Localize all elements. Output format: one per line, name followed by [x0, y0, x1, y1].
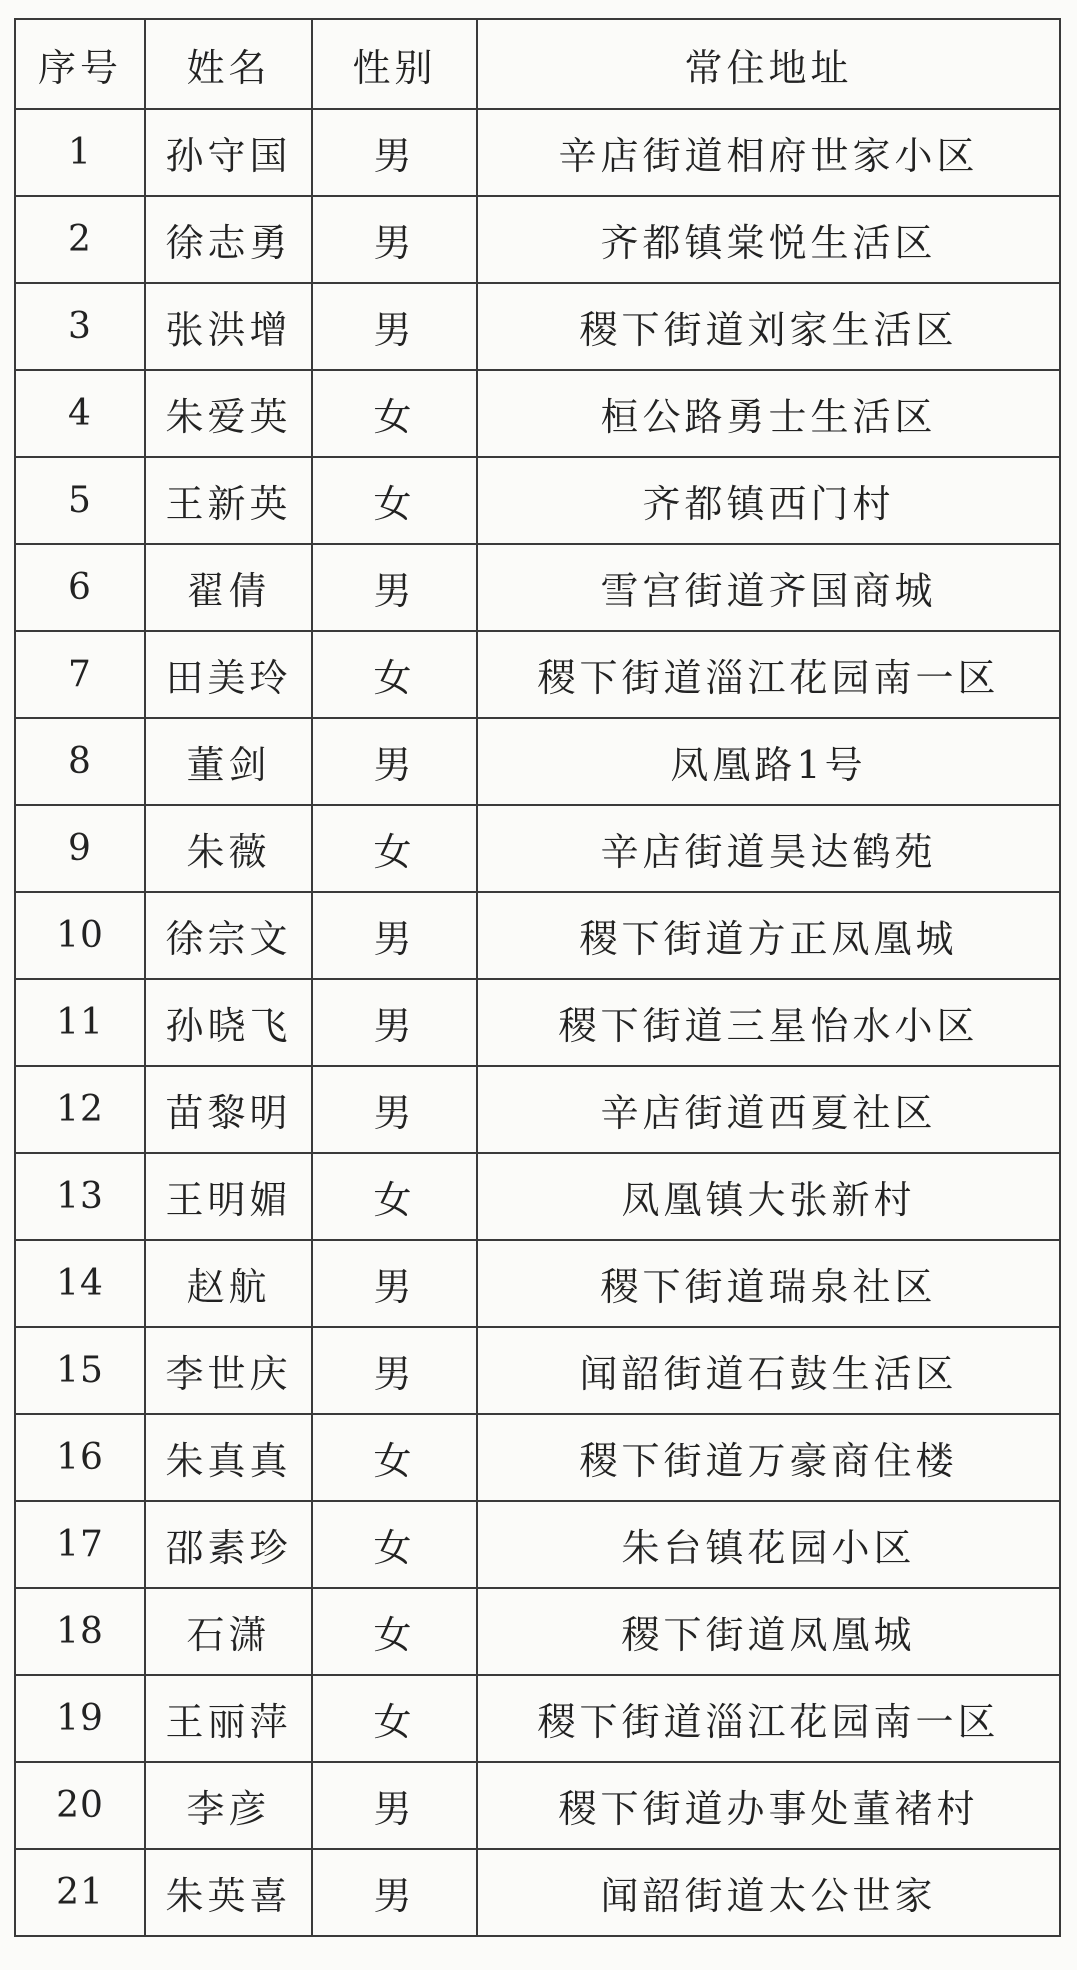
header-gender: 性别 — [312, 19, 477, 109]
cell-gender: 女 — [312, 1588, 477, 1675]
cell-address: 稷下街道刘家生活区 — [477, 283, 1060, 370]
cell-index: 14 — [15, 1240, 145, 1327]
roster-body — [15, 109, 1060, 1936]
cell-name: 王新英 — [145, 457, 312, 544]
cell-address: 稷下街道办事处董褚村 — [477, 1762, 1060, 1849]
table-row — [15, 544, 1060, 631]
table-row — [15, 370, 1060, 457]
table-row — [15, 196, 1060, 283]
table-row — [15, 1501, 1060, 1588]
cell-address: 稷下街道万豪商住楼 — [477, 1414, 1060, 1501]
cell-name: 李彦 — [145, 1762, 312, 1849]
cell-gender: 男 — [312, 1327, 477, 1414]
cell-address: 稷下街道方正凤凰城 — [477, 892, 1060, 979]
cell-address: 桓公路勇士生活区 — [477, 370, 1060, 457]
cell-name: 朱爱英 — [145, 370, 312, 457]
cell-gender: 男 — [312, 196, 477, 283]
table-row — [15, 109, 1060, 196]
table-row — [15, 1327, 1060, 1414]
cell-index: 16 — [15, 1414, 145, 1501]
table-row — [15, 718, 1060, 805]
cell-gender: 女 — [312, 1414, 477, 1501]
cell-name: 董剑 — [145, 718, 312, 805]
cell-address: 闻韶街道石鼓生活区 — [477, 1327, 1060, 1414]
cell-address: 辛店街道昊达鹤苑 — [477, 805, 1060, 892]
header-index: 序号 — [15, 19, 145, 109]
cell-name: 李世庆 — [145, 1327, 312, 1414]
table-row — [15, 1849, 1060, 1936]
cell-address: 稷下街道三星怡水小区 — [477, 979, 1060, 1066]
cell-name: 苗黎明 — [145, 1066, 312, 1153]
cell-address: 闻韶街道太公世家 — [477, 1849, 1060, 1936]
cell-gender: 女 — [312, 457, 477, 544]
cell-index: 20 — [15, 1762, 145, 1849]
table-row — [15, 1675, 1060, 1762]
cell-name: 王明媚 — [145, 1153, 312, 1240]
table-row — [15, 979, 1060, 1066]
cell-name: 孙守国 — [145, 109, 312, 196]
table-row — [15, 1153, 1060, 1240]
cell-gender: 女 — [312, 370, 477, 457]
cell-address: 稷下街道淄江花园南一区 — [477, 1675, 1060, 1762]
table-row — [15, 1762, 1060, 1849]
cell-gender: 男 — [312, 1240, 477, 1327]
header-row — [15, 19, 1060, 109]
cell-name: 石潇 — [145, 1588, 312, 1675]
cell-address: 稷下街道瑞泉社区 — [477, 1240, 1060, 1327]
table-row — [15, 892, 1060, 979]
cell-address: 凤凰镇大张新村 — [477, 1153, 1060, 1240]
cell-index: 11 — [15, 979, 145, 1066]
cell-name: 朱真真 — [145, 1414, 312, 1501]
header-address: 常住地址 — [477, 19, 1060, 109]
cell-name: 朱薇 — [145, 805, 312, 892]
cell-address: 凤凰路1号 — [477, 718, 1060, 805]
cell-index: 18 — [15, 1588, 145, 1675]
cell-gender: 女 — [312, 1675, 477, 1762]
cell-index: 19 — [15, 1675, 145, 1762]
cell-index: 4 — [15, 370, 145, 457]
cell-address: 稷下街道凤凰城 — [477, 1588, 1060, 1675]
cell-address: 辛店街道西夏社区 — [477, 1066, 1060, 1153]
cell-name: 张洪增 — [145, 283, 312, 370]
cell-gender: 女 — [312, 1153, 477, 1240]
cell-gender: 男 — [312, 979, 477, 1066]
cell-name: 邵素珍 — [145, 1501, 312, 1588]
table-row — [15, 631, 1060, 718]
cell-name: 赵航 — [145, 1240, 312, 1327]
cell-address: 齐都镇西门村 — [477, 457, 1060, 544]
cell-name: 翟倩 — [145, 544, 312, 631]
table-row — [15, 283, 1060, 370]
cell-index: 2 — [15, 196, 145, 283]
cell-gender: 女 — [312, 805, 477, 892]
cell-gender: 男 — [312, 283, 477, 370]
cell-name: 徐志勇 — [145, 196, 312, 283]
cell-gender: 男 — [312, 892, 477, 979]
cell-index: 3 — [15, 283, 145, 370]
cell-index: 12 — [15, 1066, 145, 1153]
cell-index: 15 — [15, 1327, 145, 1414]
cell-index: 7 — [15, 631, 145, 718]
cell-name: 王丽萍 — [145, 1675, 312, 1762]
cell-index: 6 — [15, 544, 145, 631]
cell-index: 21 — [15, 1849, 145, 1936]
cell-index: 13 — [15, 1153, 145, 1240]
cell-gender: 男 — [312, 1849, 477, 1936]
cell-index: 5 — [15, 457, 145, 544]
cell-name: 朱英喜 — [145, 1849, 312, 1936]
cell-name: 田美玲 — [145, 631, 312, 718]
table-row — [15, 1066, 1060, 1153]
cell-index: 10 — [15, 892, 145, 979]
table-row — [15, 1588, 1060, 1675]
cell-index: 1 — [15, 109, 145, 196]
table-row — [15, 1414, 1060, 1501]
cell-address: 朱台镇花园小区 — [477, 1501, 1060, 1588]
cell-gender: 男 — [312, 718, 477, 805]
cell-index: 8 — [15, 718, 145, 805]
cell-index: 17 — [15, 1501, 145, 1588]
table-row — [15, 457, 1060, 544]
cell-gender: 女 — [312, 631, 477, 718]
cell-gender: 男 — [312, 109, 477, 196]
cell-name: 孙晓飞 — [145, 979, 312, 1066]
cell-gender: 男 — [312, 1762, 477, 1849]
table-row — [15, 1240, 1060, 1327]
cell-gender: 男 — [312, 1066, 477, 1153]
cell-gender: 男 — [312, 544, 477, 631]
roster-table — [14, 18, 1061, 1937]
cell-address: 稷下街道淄江花园南一区 — [477, 631, 1060, 718]
cell-gender: 女 — [312, 1501, 477, 1588]
header-name: 姓名 — [145, 19, 312, 109]
cell-index: 9 — [15, 805, 145, 892]
cell-address: 齐都镇棠悦生活区 — [477, 196, 1060, 283]
table-row — [15, 805, 1060, 892]
cell-address: 辛店街道相府世家小区 — [477, 109, 1060, 196]
cell-name: 徐宗文 — [145, 892, 312, 979]
cell-address: 雪宫街道齐国商城 — [477, 544, 1060, 631]
